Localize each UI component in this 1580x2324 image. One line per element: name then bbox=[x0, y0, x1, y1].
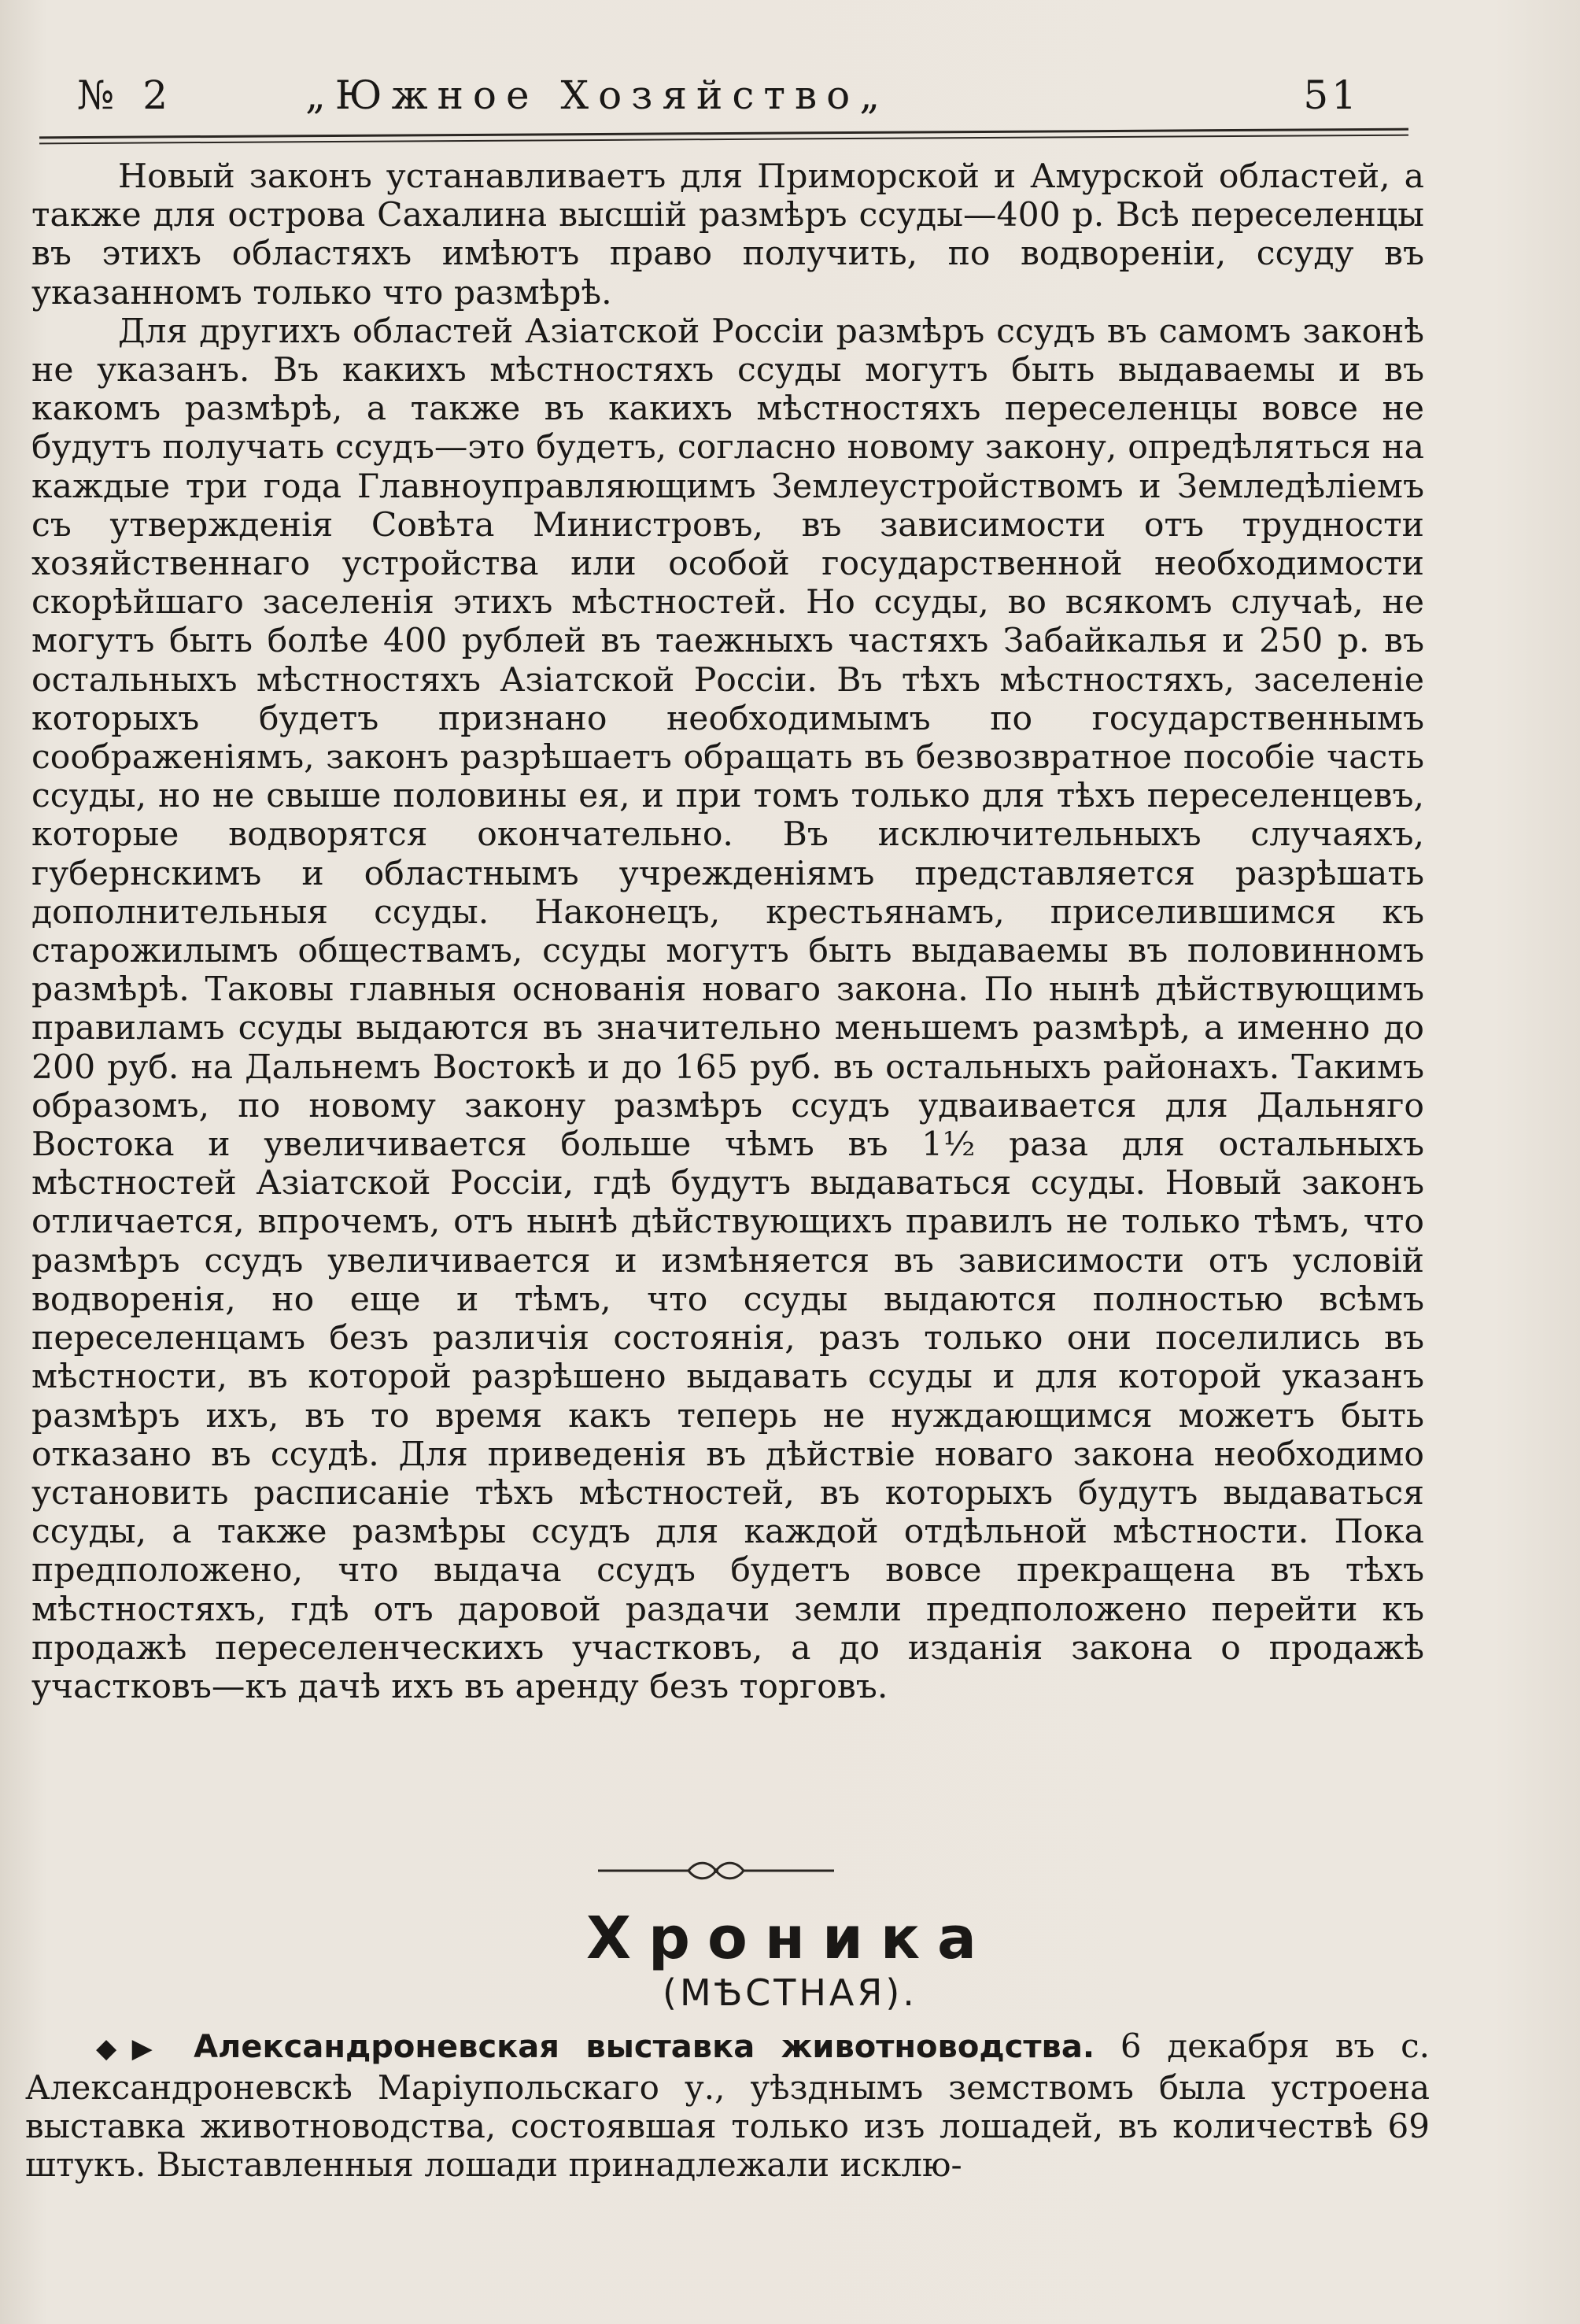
chronicle-body bbox=[25, 2027, 1430, 2184]
journal-title: „Южное Хозяйство„ bbox=[305, 72, 890, 118]
issue-number: № 2 bbox=[77, 72, 176, 118]
page-number: 51 bbox=[1303, 72, 1360, 118]
item-bullet-icon: ◆▶ bbox=[96, 2033, 168, 2064]
article-paragraph-1: Новый законъ устанавливаетъ для Приморской и Амурской областей, а также для острова Сахалина высшій размѣръ ссуды—400 р. Всѣ переселенцы въ этихъ областяхъ имѣютъ право получить, по водвореніи, ссуду въ указанномъ только что размѣрѣ. bbox=[31, 157, 1424, 312]
section-subtitle: (МѢСТНАЯ). bbox=[663, 1971, 917, 2014]
item-heading: Александроневская выставка животноводства. bbox=[194, 2029, 1095, 2065]
article-body bbox=[31, 157, 1424, 1706]
section-title: Хроника bbox=[585, 1905, 994, 1972]
chronicle-item bbox=[25, 2027, 1430, 2184]
running-header bbox=[77, 72, 1360, 127]
article-paragraph-2: Для другихъ областей Азіатской Россіи размѣръ ссудъ въ самомъ законѣ не указанъ. Въ какихъ мѣстностяхъ ссуды могутъ быть выдаваемы и въ какомъ размѣрѣ, а также въ какихъ мѣстностяхъ переселенцы вовсе не будутъ получать ссудъ—это будетъ, согласно новому закону, опредѣляться на каждые три года Главноуправляющимъ Землеустройствомъ и Земледѣліемъ съ утвержденія Совѣта Министровъ, въ зависимости отъ трудности хозяйственнаго устройства или особой государственной необходимости скорѣйшаго заселенія этихъ мѣстностей. Но ссуды, во всякомъ случаѣ, не могутъ быть болѣе 400 рублей въ таежныхъ частяхъ Забайкалья и 250 р. въ остальныхъ мѣстностяхъ Азіатской Россіи. Въ тѣхъ мѣстностяхъ, заселеніе которыхъ будетъ признано необходимымъ по государственнымъ соображеніямъ, законъ разрѣшаетъ обращать въ безвозвратное пособіе часть ссуды, но не свыше половины ея, и при томъ только для тѣхъ переселенцевъ, которые водворятся окончательно. Въ исключительныхъ случаяхъ, губернскимъ и областнымъ учрежденіямъ представляется разрѣшать дополнительныя ссуды. Наконецъ, крестьянамъ, приселившимся къ старожилымъ обществамъ, ссуды могутъ быть выдаваемы въ половинномъ размѣрѣ. Таковы главныя основанія новаго закона. По нынѣ дѣйствующимъ правиламъ ссуды выдаются въ значительно меньшемъ размѣрѣ, а именно до 200 руб. на Дальнемъ Востокѣ и до 165 руб. въ остальныхъ районахъ. Такимъ образомъ, по новому закону размѣръ ссудъ удваивается для Дальняго Востока и увеличивается больше чѣмъ въ 1½ раза для остальныхъ мѣстностей Азіатской Россіи, гдѣ будутъ выдаваться ссуды. Новый законъ отличается, впрочемъ, отъ нынѣ дѣйствующихъ правилъ не только тѣмъ, что размѣръ ссудъ увеличивается и измѣняется въ зависимости отъ условій водворенія, но еще и тѣмъ, что ссуды выдаются полностью всѣмъ переселенцамъ безъ различія состоянія, разъ только они поселились въ мѣстности, въ которой разрѣшено выдавать ссуды и для которой указанъ размѣръ ихъ, въ то время какъ теперь не нуждающимся можетъ быть отказано въ ссудѣ. Для приведенія въ дѣйствіе новаго закона необходимо установить расписаніе тѣхъ мѣстностей, въ которыхъ будутъ выдаваться ссуды, а также размѣры ссудъ для каждой отдѣльной мѣстности. Пока предположено, что выдача ссудъ будетъ вовсе прекращена въ тѣхъ мѣстностяхъ, гдѣ отъ даровой раздачи земли предположено перейти къ продажѣ переселенческихъ участковъ, а до изданія закона о продажѣ участковъ—къ дачѣ ихъ въ аренду безъ торговъ. bbox=[31, 312, 1424, 1706]
ornament-divider bbox=[598, 1859, 834, 1882]
item-text: 6 декабря въ с. Александроневскѣ Маріупольскаго у., уѣзднымъ земствомъ была устроена выставка животноводства, состоявшая только изъ лошадей, въ количествѣ 69 штукъ. Выставленныя лошади принадлежали исклю- bbox=[25, 2027, 1430, 2184]
